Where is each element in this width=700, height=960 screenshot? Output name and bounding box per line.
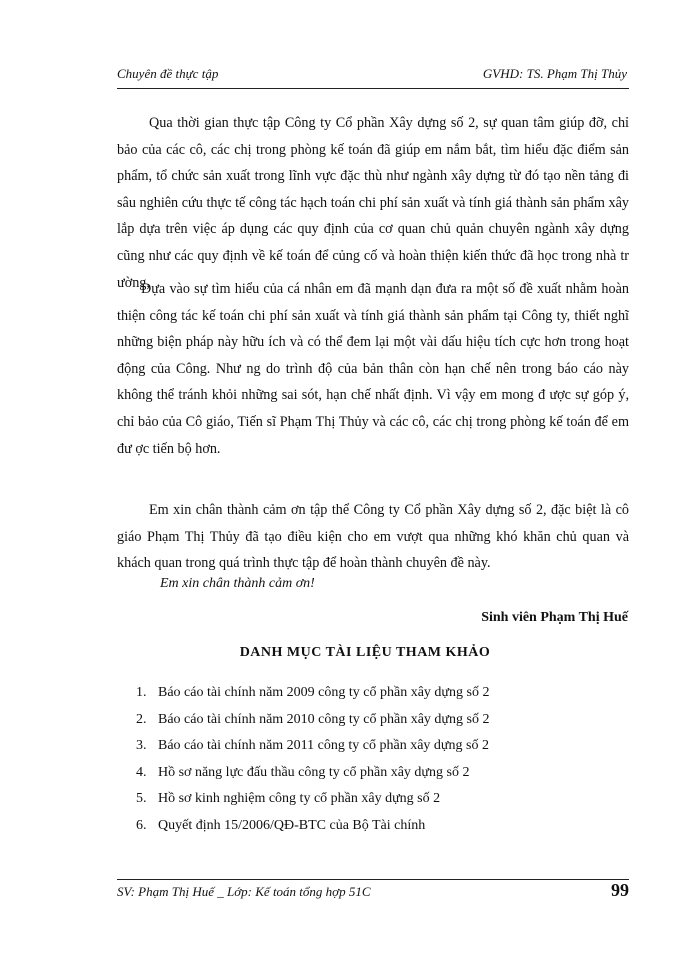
page-footer <box>117 880 629 904</box>
header-divider <box>117 88 629 89</box>
list-item-number: 2. <box>136 711 147 727</box>
list-item-text: Báo cáo tài chính năm 2010 công ty cổ phần xây dựng số 2 <box>158 711 490 727</box>
list-item-number: 3. <box>136 738 147 754</box>
paragraph-2: Dựa vào sự tìm hiểu của cá nhân em đã mạnh dạn đưa ra một số đề xuất nhằm hoàn thiện công tác kế toán chi phí sản xuất và tính giá thành sản phẩm tại Công ty, thiết nghĩ những biện pháp này hữu ích và có thể đem lại một vài dấu hiệu tích cực hơn trong hoạt động của Công. Như ng do trình độ của bản thân còn hạn chế nên trong báo cáo này không thể tránh khỏi những sai sót, hạn chế nhất định. Vì vậy em mong đ ược sự góp ý, chỉ bảo của Cô giáo, Tiến sĩ Phạm Thị Thủy và các cô, các chị trong phòng kế toán để em đư ợc tiến bộ hơn. <box>117 281 629 457</box>
list-item-text: Quyết định 15/2006/QĐ-BTC của Bộ Tài chính <box>158 817 426 833</box>
list-item-number: 1. <box>136 685 147 700</box>
footer-student-info: SV: Phạm Thị Huế _ Lớp: Kế toán tổng hợp 51C <box>117 884 371 899</box>
list-item-text: Hồ sơ kinh nghiệm công ty cổ phần xây dựng số 2 <box>158 791 441 807</box>
student-signature: Sinh viên Phạm Thị Huế <box>481 610 628 625</box>
page-number: 99 <box>611 880 629 900</box>
references-title: DANH MỤC TÀI LIỆU THAM KHẢO <box>239 645 491 660</box>
references-list <box>136 680 489 840</box>
header-title: Chuyên đề thực tập <box>117 66 219 81</box>
list-item <box>136 680 489 707</box>
list-item <box>136 813 489 840</box>
paragraph-1: Qua thời gian thực tập Công ty Cổ phần Xây dựng số 2, sự quan tâm giúp đỡ, chỉ bảo của các cô, các chị trong phòng kế toán đã giúp em nắm bắt, tìm hiểu đặc điểm sản phẩm, tổ chức sản xuất trong lĩnh vực đặc thù như ngành xây dựng từ đó tạo nền tảng đi sâu nghiên cứu thực tế công tác hạch toán chi phí sản xuất và tính giá thành sản phẩm xây lắp dựa trên việc áp dụng các quy định của cơ quan chủ quản chuyên ngành xây dựng cũng như các quy định về kế toán để củng cố và hoàn thiện kiến thức đã học trong nhà tr ường, <box>117 115 629 291</box>
list-item-text: Báo cáo tài chính năm 2009 công ty cổ phần xây dựng số 2 <box>158 685 490 700</box>
list-item-text: Báo cáo tài chính năm 2011 công ty cổ phần xây dựng số 2 <box>158 738 489 754</box>
list-item <box>136 707 489 734</box>
list-item-text: Hồ sơ năng lực đấu thầu công ty cổ phần xây dựng số 2 <box>158 764 470 780</box>
closing-thanks: Em xin chân thành cảm ơn! <box>160 576 315 591</box>
page-header <box>117 66 627 86</box>
list-item <box>136 786 489 813</box>
header-supervisor: GVHD: TS. Phạm Thị Thủy <box>482 66 627 81</box>
list-item-number: 6. <box>136 817 147 833</box>
paragraph-3: Em xin chân thành cảm ơn tập thể Công ty Cổ phần Xây dựng số 2, đặc biệt là cô giáo Phạm Thị Thủy đã tạo điều kiện cho em vượt qua những khó khăn chủ quan và khách quan trong quá trình thực tập để hoàn thành chuyên đề này. <box>117 502 629 572</box>
list-item <box>136 733 489 760</box>
list-item-number: 4. <box>136 764 147 780</box>
list-item-number: 5. <box>136 791 147 807</box>
list-item <box>136 760 489 787</box>
